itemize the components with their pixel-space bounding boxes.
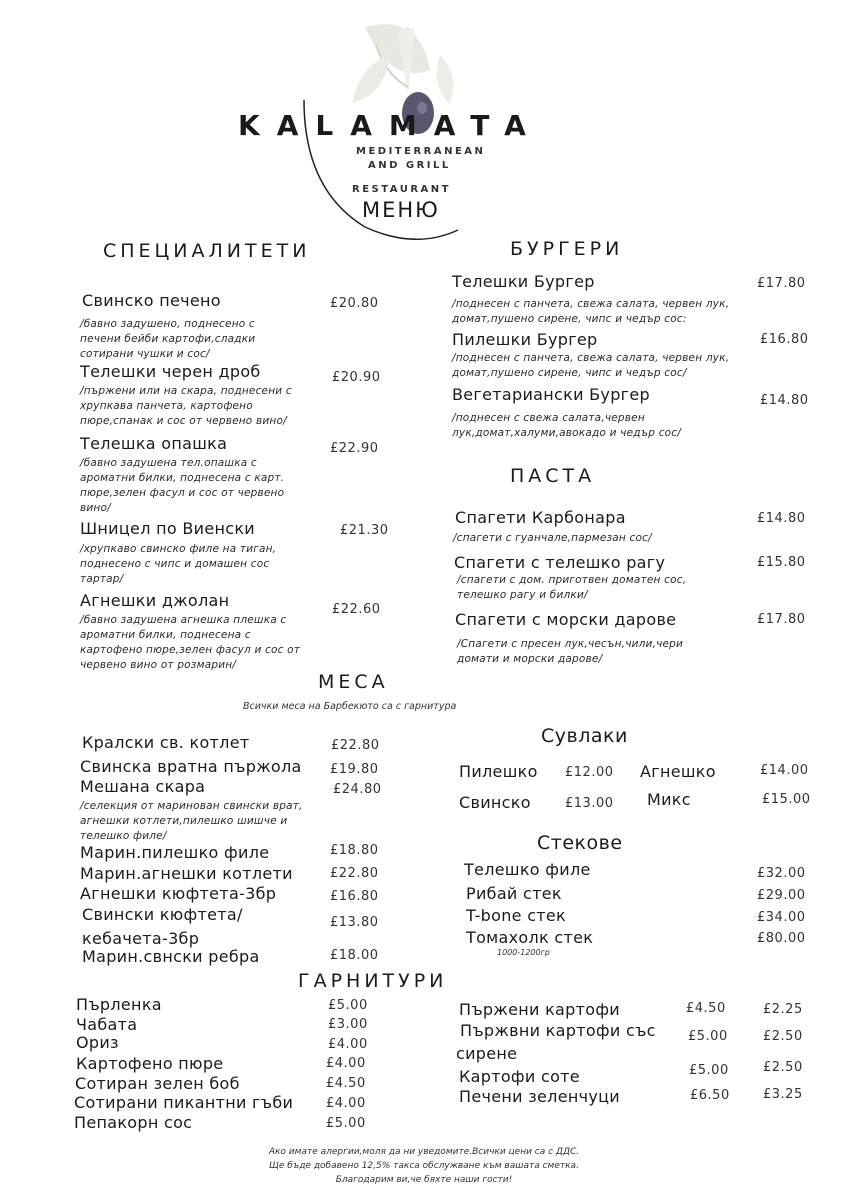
menu-item-price-half: £2.50 <box>763 1060 803 1075</box>
menu-item-price: £34.00 <box>757 910 806 925</box>
menu-item-price: £24.80 <box>333 782 382 797</box>
menu-item-price: £22.90 <box>330 441 379 456</box>
menu-item-price: £4.00 <box>326 1056 366 1071</box>
menu-item-price: £15.80 <box>757 555 806 570</box>
menu-item-name-continued: кебачета-3бр <box>82 929 200 948</box>
meats-note: Всички меса на Барбекюто са с гарнитура <box>243 701 457 712</box>
menu-item-name: Пепакорн сос <box>74 1113 193 1132</box>
menu-item-name: Вегетариански Бургер <box>452 385 650 404</box>
menu-item-price: £32.00 <box>757 866 806 881</box>
menu-item-price: £22.60 <box>332 602 381 617</box>
footer-line-2: Ще бъде добавено 12,5% такса обслужване към вашата сметка. <box>269 1161 579 1171</box>
menu-item-price: £29.00 <box>757 888 806 903</box>
menu-item-name: Свинска вратна пържола <box>80 757 302 776</box>
brand-subtitle-2: AND GRILL <box>368 160 451 171</box>
menu-item-description: /спагети с дом. приготвен доматен сос, телешко рагу и билки/ <box>457 574 687 601</box>
menu-item-name: Спагети с телешко рагу <box>454 553 666 572</box>
menu-item-price: £12.00 <box>565 765 614 780</box>
menu-item-name: Сотиран зелен боб <box>75 1074 240 1093</box>
menu-item-price: £80.00 <box>757 931 806 946</box>
menu-item-price-half: £2.25 <box>763 1002 803 1017</box>
menu-item-price: £13.80 <box>330 915 379 930</box>
brand-subtitle-3: RESTAURANT <box>352 184 451 195</box>
menu-item-price: £17.80 <box>757 612 806 627</box>
menu-item-name: Свинско <box>459 793 531 812</box>
menu-item-price-full: £5.00 <box>689 1063 729 1078</box>
menu-item-name: Телешка опашка <box>80 434 228 453</box>
menu-item-name: Спагети с морски дарове <box>455 610 677 629</box>
pasta-heading: ПАСТА <box>510 465 596 487</box>
menu-item-price: £19.80 <box>330 762 379 777</box>
menu-item-price: £14.00 <box>760 763 809 778</box>
menu-item-price: £4.00 <box>326 1096 366 1111</box>
menu-item-price: £4.00 <box>328 1037 368 1052</box>
menu-item-name: Картофи соте <box>459 1067 580 1086</box>
menu-item-name: Марин.свнски ребра <box>82 947 260 966</box>
burgers-heading: БУРГЕРИ <box>510 238 624 260</box>
menu-item-name: T-bone стек <box>466 906 567 925</box>
menu-item-name: Пържени картофи <box>459 1000 621 1019</box>
menu-item-name: Ориз <box>76 1033 119 1052</box>
menu-item-name: Свински кюфтета/ <box>82 905 243 924</box>
menu-item-price: £14.80 <box>760 393 809 408</box>
menu-item-price: £5.00 <box>326 1116 366 1131</box>
menu-item-name: Свинско печено <box>82 291 221 310</box>
menu-item-description: /бавно задушено, поднесено с печени бейби картофи,сладки сотирани чушки и сос/ <box>80 318 256 360</box>
steak-weight-note: 1000-1200гр <box>497 948 550 957</box>
menu-item-price: £18.80 <box>330 843 379 858</box>
menu-item-name: Марин.агнешки котлети <box>80 864 293 883</box>
menu-item-price: £14.80 <box>757 511 806 526</box>
menu-item-name: Микс <box>647 790 691 809</box>
menu-item-description: /поднесен с панчета, свежа салата, червен лук, домат,пушено сирене, чипс и чедър сос: <box>452 298 730 325</box>
sides-heading: ГАРНИТУРИ <box>298 970 448 992</box>
menu-item-price: £15.00 <box>762 792 811 807</box>
menu-item-price-full: £5.00 <box>688 1029 728 1044</box>
menu-item-price: £5.00 <box>328 998 368 1013</box>
footer-line-3: Благодарим ви,че бяхте наши гости! <box>335 1175 513 1185</box>
menu-item-description: /поднесен с свежа салата,червен лук,домат,халуми,авокадо и чедър сос/ <box>452 412 682 439</box>
meats-heading: МЕСА <box>318 671 389 693</box>
menu-item-price: £16.80 <box>760 332 809 347</box>
menu-item-name: Телешко филе <box>464 860 591 879</box>
menu-item-name: Пърленка <box>76 995 162 1014</box>
menu-item-description: /Спагети с пресен лук,чесън,чили,чери домати и морски дарове/ <box>457 638 684 665</box>
menu-item-name: Шницел по Виенски <box>80 519 255 538</box>
menu-item-name: Печени зеленчуци <box>459 1087 621 1106</box>
menu-item-name: Томахолк стек <box>466 928 594 947</box>
menu-item-name: Кралски св. котлет <box>82 733 250 752</box>
brand-name: KALAMATA <box>238 109 543 142</box>
menu-item-name: Агнешки кюфтета-3бр <box>80 884 277 903</box>
menu-item-name: Телешки Бургер <box>452 272 595 291</box>
menu-item-name: Агнешки джолан <box>80 591 230 610</box>
menu-item-price: £20.80 <box>330 296 379 311</box>
menu-item-name: Агнешко <box>640 762 716 781</box>
menu-item-price: £21.30 <box>340 523 389 538</box>
menu-item-name: Мешана скара <box>80 777 206 796</box>
menu-item-price: £13.00 <box>565 796 614 811</box>
menu-item-description: /бавно задушена тел.опашка с ароматни билки, поднесена с карт. пюре,зелен фасул и сос от червено вино/ <box>80 457 285 514</box>
menu-item-description: /селекция от мариновaн свински врат, агнешки котлети,пилешко шишче и телешко филе/ <box>80 800 303 842</box>
menu-item-name: Сотирани пикантни гъби <box>74 1093 294 1112</box>
steaks-heading: Стекове <box>537 832 623 854</box>
menu-item-price-half: £2.50 <box>763 1029 803 1044</box>
menu-item-name: Пилешки Бургер <box>452 330 598 349</box>
menu-item-price: £22.80 <box>331 738 380 753</box>
menu-item-price: £3.00 <box>328 1017 368 1032</box>
menu-item-name: Спагети Карбонара <box>455 508 626 527</box>
menu-item-price-full: £6.50 <box>690 1088 730 1103</box>
menu-item-name: Картофено пюре <box>76 1054 224 1073</box>
menu-item-name: Пържвни картофи със <box>460 1021 656 1040</box>
menu-item-description: /бавно задушена агнешка плешка с ароматни билки, поднесена с картофено пюре,зелен фасул и сос от червено вино от розмарин/ <box>80 614 301 671</box>
menu-item-price-full: £4.50 <box>686 1001 726 1016</box>
menu-item-name: Телешки черен дроб <box>80 362 261 381</box>
specialties-heading: СПЕЦИАЛИТЕТИ <box>103 240 311 262</box>
menu-item-price: £20.90 <box>332 370 381 385</box>
menu-item-price: £4.50 <box>326 1076 366 1091</box>
menu-item-name: Марин.пилешко филе <box>80 843 270 862</box>
menu-item-price-half: £3.25 <box>763 1087 803 1102</box>
menu-item-description: /спагети с гуанчале,пармезан сос/ <box>453 532 652 544</box>
menu-title: МЕНЮ <box>362 198 440 222</box>
menu-item-name-continued: сирене <box>456 1044 518 1063</box>
footer-line-1: Ако имате алергии,моля да ни уведомите.Всички цени са с ДДС. <box>268 1147 580 1157</box>
menu-item-price: £17.80 <box>757 276 806 291</box>
menu-item-price: £22.80 <box>330 866 379 881</box>
menu-item-description: /поднесен с панчета, свежа салата, червен лук, домат,пушено сирене, чипс и чедър сос/ <box>452 352 730 379</box>
menu-item-price: £16.80 <box>330 889 379 904</box>
menu-item-name: Рибай стек <box>466 884 562 903</box>
menu-item-description: /хрупкаво свинско филе на тиган, поднесено с чипс и домашен сос тартар/ <box>80 543 277 585</box>
menu-item-name: Пилешко <box>459 762 538 781</box>
menu-item-name: Чабата <box>76 1015 138 1034</box>
menu-item-price: £18.00 <box>330 948 379 963</box>
menu-item-description: /пържени или на скара, поднесени с хрупкава панчета, картофено пюре,спанак и сос от червено вино/ <box>80 385 292 427</box>
souvlaki-heading: Сувлаки <box>541 725 628 747</box>
brand-subtitle-1: MEDITERRANEAN <box>356 146 486 157</box>
